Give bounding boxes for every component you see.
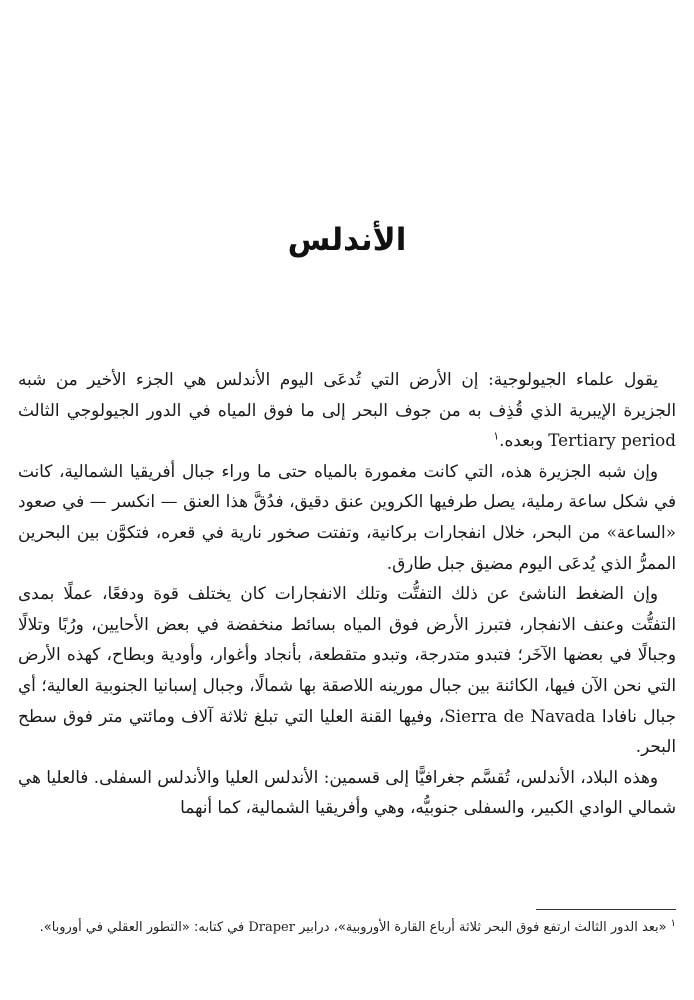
- paragraph-3-text: وإن الضغط الناشئ عن ذلك التفتُّت وتلك الانفجارات كان يختلف قوة ودفعًا، عملًا بمدى التفتُّت وعنف الانفجار، فتبرز الأرض فوق المياه بسائط منخفضة في بعض الأحايين، ورُبًا وتلالًا وجبالًا في بعضها الآخَر؛ فتبدو متدرجة، وتبدو متقطعة، بأنجاد وأغوار، وأودية وبطاح، كهذه الأرض التي نحن الآن فيها، الكائنة بين جبال مورينه اللاصقة بها شمالًا، وجبال إسبانيا الجنوبية العالية؛ أي جبال نافادا: [18, 583, 676, 726]
- paragraph-3: [18, 578, 676, 762]
- paragraph-1-text: يقول علماء الجيولوجية: إن الأرض التي تُدعَى اليوم الأندلس هي الجزء الأخير من شبه الجزيرة الإيبرية الذي قُذِف به من جوف البحر إلى ما فوق المياه في الدور الجيولوجي الثالث: [18, 369, 676, 420]
- footnote-text: «بعد الدور الثالث ارتفع فوق البحر ثلاثة أرباع القارة الأوروبية»، درابير: [299, 920, 667, 935]
- paragraph-2: وإن شبه الجزيرة هذه، التي كانت مغمورة بالمياه حتى ما وراء جبال أفريقيا الشمالية، كانت في شكل ساعة رملية، يصل طرفيها الكروين عنق دقيق، فدُقَّ هذا العنق — انكسر — في صعود «الساعة» من البحر، خلال انفجارات بركانية، وتفتت صخور نارية في قعره، فتكوَّن بين البحرين الممرُّ الذي يُدعَى اليوم مضيق جبل طارق.: [18, 460, 676, 573]
- body-text: [18, 364, 676, 823]
- footnote-marker: ١: [670, 917, 676, 929]
- footnote-divider: [536, 909, 676, 910]
- latin-term-sierra-de-navada: Sierra de Navada: [444, 705, 596, 726]
- latin-term-tertiary-period: Tertiary period: [548, 430, 676, 451]
- footnote: [18, 915, 676, 941]
- paragraph-1-text-end: وبعده.: [499, 430, 543, 451]
- paragraph-1: [18, 364, 676, 456]
- footnote-reference[interactable]: ١: [493, 429, 500, 443]
- footnote-text-end: في كتابه: «التطور العقلي في أوروبا».: [39, 920, 245, 935]
- chapter-title: الأندلس: [287, 222, 407, 258]
- paragraph-4: وهذه البلاد، الأندلس، تُقسَّم جغرافيًّا إلى قسمين: الأندلس العليا والأندلس السفلى. فالعليا هي شمالي الوادي الكبير، والسفلى جنوبيُّه، وهي وأفريقيا الشمالية، كما أنهما: [18, 766, 676, 818]
- latin-term-draper: Draper: [248, 920, 295, 935]
- paragraph-3-text-end: ، وفيها القنة العليا التي تبلغ ثلاثة آلاف ومائتي متر فوق سطح البحر.: [18, 705, 676, 757]
